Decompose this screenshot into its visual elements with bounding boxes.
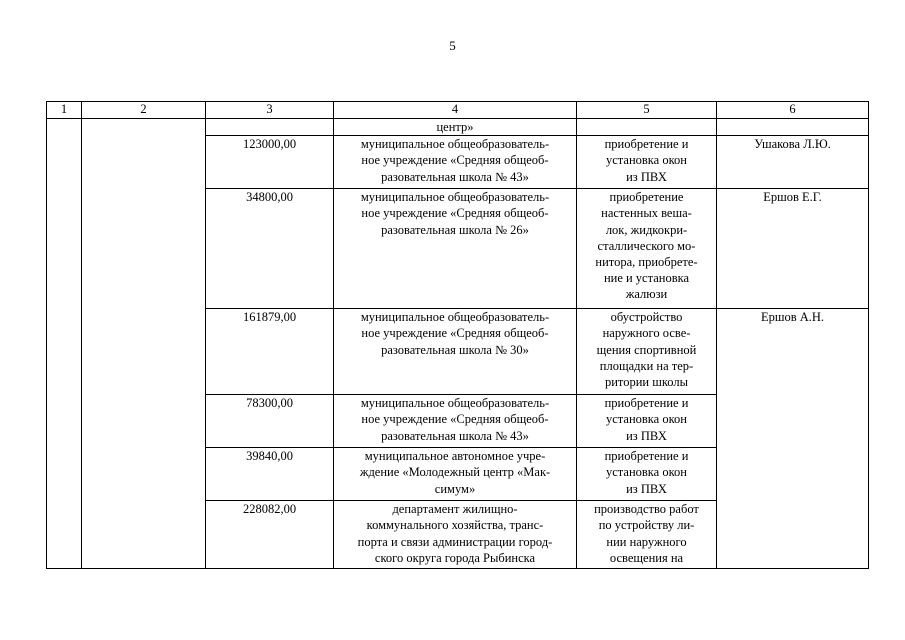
organization-line: муниципальное автономное учре- [364, 449, 546, 464]
organization-line: ное учреждение «Средняя общеоб- [361, 412, 549, 427]
organization-line: разовательная школа № 43» [381, 169, 529, 184]
responsible-cell: Ершов А.Н. [717, 309, 869, 569]
organization-line: ное учреждение «Средняя общеоб- [361, 153, 549, 168]
purpose-line: ритории школы [604, 375, 689, 390]
col-1-cell [47, 119, 82, 569]
organization-line: центр» [436, 120, 474, 134]
organization-line: ное учреждение «Средняя общеоб- [361, 206, 549, 221]
header-row [47, 102, 869, 119]
purpose-line: сталлического мо- [597, 238, 696, 253]
organization-cell [334, 136, 577, 189]
purpose-line: обустройство [610, 310, 683, 325]
amount-cell: 78300,00 [206, 395, 334, 448]
organization-cell [334, 309, 577, 395]
purpose-line: производство работ [594, 502, 699, 517]
organization-line: ждение «Молодежный центр «Мак- [359, 465, 551, 480]
purpose-line: приобретение [609, 190, 684, 205]
purpose-line: по устройству ли- [598, 518, 695, 533]
amount-cell: 228082,00 [206, 501, 334, 569]
purpose-line: установка окон [606, 465, 687, 480]
purpose-cell [577, 189, 717, 309]
organization-line: муниципальное общеобразователь- [360, 137, 550, 152]
amount-cell: 161879,00 [206, 309, 334, 395]
purpose-line: наружного осве- [602, 326, 691, 341]
purpose-line: жалюзи [625, 287, 668, 302]
header-cell-2: 2 [82, 102, 206, 119]
responsible-cell [717, 119, 869, 136]
purpose-cell [577, 501, 717, 569]
amount-cell [206, 119, 334, 136]
amount-cell: 34800,00 [206, 189, 334, 309]
header-cell-4: 4 [334, 102, 577, 119]
organization-line: разовательная школа № 30» [381, 342, 529, 357]
purpose-line: приобретение и [604, 137, 689, 152]
responsible-cell: Ершов Е.Г. [717, 189, 869, 309]
purpose-line: нии наружного [606, 534, 687, 549]
purpose-cell [577, 119, 717, 136]
purpose-line: приобретение и [604, 396, 689, 411]
purpose-cell [577, 395, 717, 448]
purpose-line: нитора, приобрете- [595, 255, 698, 270]
organization-line: муниципальное общеобразователь- [360, 190, 550, 205]
purpose-line: освещения на [609, 550, 684, 565]
purpose-line: установка окон [606, 153, 687, 168]
purpose-line: площадки на тер- [599, 358, 694, 373]
organization-line: коммунального хозяйства, транс- [366, 518, 544, 533]
page-number: 5 [449, 38, 456, 53]
header-cell-6: 6 [717, 102, 869, 119]
organization-line: разовательная школа № 26» [381, 222, 529, 237]
organization-line: симум» [434, 481, 476, 496]
header-cell-1: 1 [47, 102, 82, 119]
header-cell-3: 3 [206, 102, 334, 119]
purpose-line: из ПВХ [626, 428, 667, 443]
purpose-cell [577, 448, 717, 501]
organization-cell [334, 448, 577, 501]
organization-line: муниципальное общеобразователь- [360, 396, 550, 411]
purpose-line: лок, жидкокри- [605, 222, 688, 237]
organization-cell [334, 395, 577, 448]
organization-line: разовательная школа № 43» [381, 428, 529, 443]
purpose-line: ние и установка [603, 271, 690, 286]
organization-cell [334, 189, 577, 309]
budget-table [46, 101, 869, 569]
amount-cell: 123000,00 [206, 136, 334, 189]
purpose-line: из ПВХ [626, 481, 667, 496]
purpose-line: щения спортивной [596, 342, 697, 357]
col-2-cell [82, 119, 206, 569]
purpose-line: из ПВХ [626, 169, 667, 184]
organization-cell [334, 119, 577, 136]
purpose-cell [577, 136, 717, 189]
purpose-line: установка окон [606, 412, 687, 427]
purpose-cell [577, 309, 717, 395]
organization-line: департамент жилищно- [392, 502, 518, 517]
header-cell-5: 5 [577, 102, 717, 119]
responsible-cell: Ушакова Л.Ю. [717, 136, 869, 189]
organization-cell [334, 501, 577, 569]
organization-line: порта и связи администрации город- [357, 534, 553, 549]
table-row [47, 119, 869, 136]
purpose-line: приобретение и [604, 449, 689, 464]
organization-line: ского округа города Рыбинска [374, 550, 536, 565]
organization-line: ное учреждение «Средняя общеоб- [361, 326, 549, 341]
organization-line: муниципальное общеобразователь- [360, 310, 550, 325]
amount-cell: 39840,00 [206, 448, 334, 501]
purpose-line: настенных веша- [601, 206, 692, 221]
